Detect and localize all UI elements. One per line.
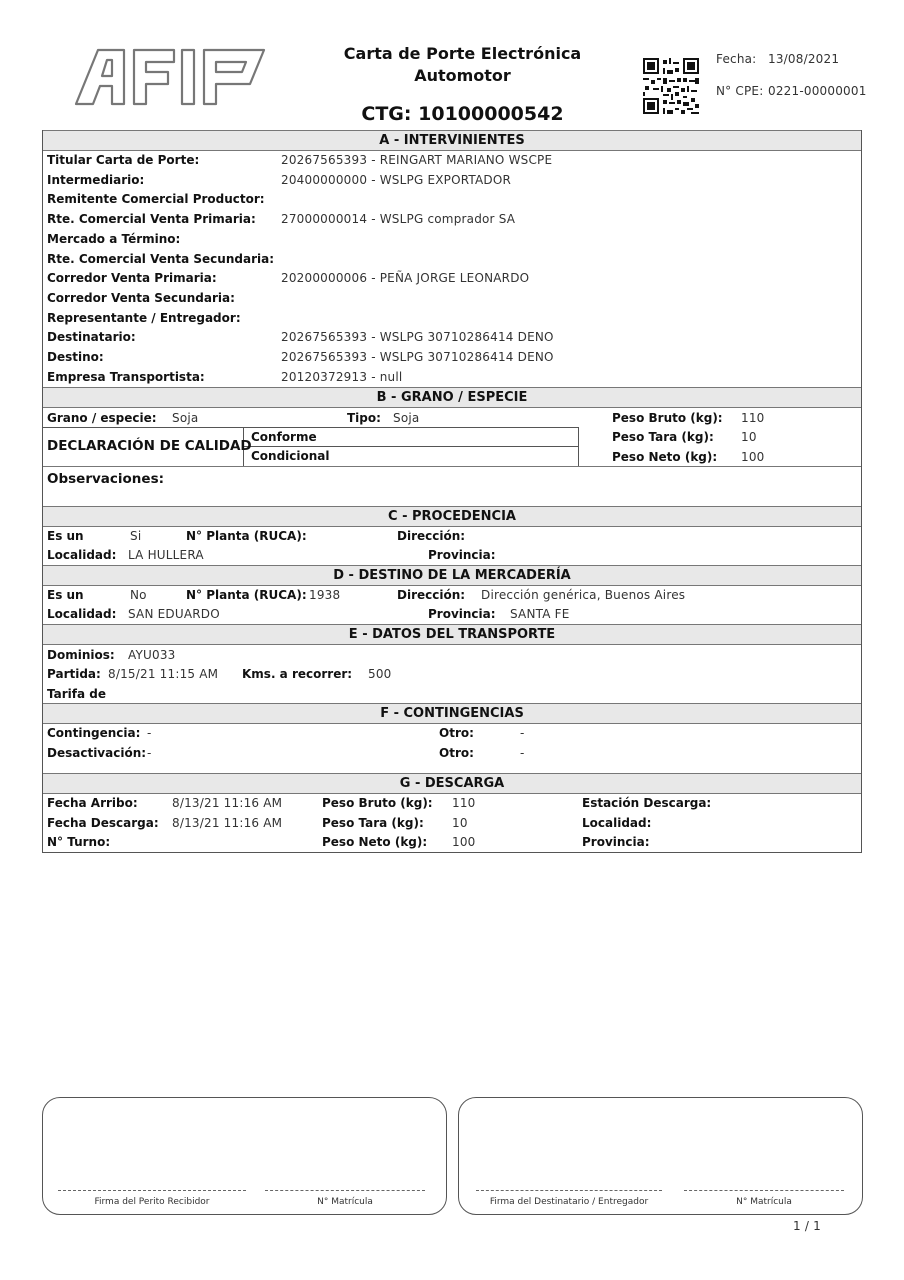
arribo-value: 8/13/21 11:16 AM	[172, 796, 283, 810]
g-provincia-label: Provincia:	[582, 835, 650, 849]
divider	[43, 466, 861, 467]
firma-destinatario-label: Firma del Destinatario / Entregador	[489, 1197, 649, 1207]
page-number: 1 / 1	[793, 1219, 821, 1233]
condicional-label: Condicional	[251, 449, 330, 463]
estacion-label: Estación Descarga:	[582, 796, 712, 810]
afip-logo	[74, 46, 270, 106]
c-direccion-label: Dirección:	[397, 529, 466, 543]
qr-code	[643, 58, 699, 114]
section-g-header: G - DESCARGA	[43, 773, 861, 794]
tarifa-label: Tarifa de	[47, 687, 106, 701]
intervinientes-value: 20267565393 - REINGART MARIANO WSCPE	[281, 153, 553, 167]
intervinientes-label: Rte. Comercial Venta Secundaria:	[47, 252, 274, 266]
c-esun-value: Si	[130, 529, 142, 543]
tipo-label: Tipo:	[347, 411, 381, 425]
c-provincia-label: Provincia:	[428, 548, 496, 562]
peso-tara-value: 10	[741, 430, 757, 444]
g-bruto-value: 110	[452, 796, 476, 810]
d-direccion-label: Dirección:	[397, 588, 466, 602]
g-localidad-label: Localidad:	[582, 816, 652, 830]
peso-tara-label: Peso Tara (kg):	[612, 430, 714, 444]
g-neto-value: 100	[452, 835, 476, 849]
d-esun-label: Es un	[47, 588, 84, 602]
arribo-label: Fecha Arribo:	[47, 796, 138, 810]
dominios-value: AYU033	[128, 648, 176, 662]
signature-line	[476, 1190, 662, 1191]
g-neto-label: Peso Neto (kg):	[322, 835, 428, 849]
observaciones-label: Observaciones:	[47, 471, 165, 487]
firma-perito-label: Firma del Perito Recibidor	[94, 1197, 210, 1207]
document-subtitle: Automotor	[414, 66, 511, 85]
contingencia-label: Contingencia:	[47, 726, 141, 740]
g-bruto-label: Peso Bruto (kg):	[322, 796, 433, 810]
calidad-label: DECLARACIÓN DE CALIDAD	[47, 438, 252, 454]
matricula-label: N° Matrícula	[317, 1197, 373, 1207]
document-title: Carta de Porte Electrónica	[343, 44, 582, 63]
intervinientes-label: Intermediario:	[47, 173, 145, 187]
c-esun-label: Es un	[47, 529, 84, 543]
section-c-header: C - PROCEDENCIA	[43, 506, 861, 527]
d-provincia-value: SANTA FE	[510, 607, 570, 621]
intervinientes-label: Remitente Comercial Productor:	[47, 192, 265, 206]
partida-label: Partida:	[47, 667, 101, 681]
descarga-value: 8/13/21 11:16 AM	[172, 816, 283, 830]
signature-line	[265, 1190, 425, 1191]
desactivacion-label: Desactivación:	[47, 746, 147, 760]
intervinientes-label: Mercado a Término:	[47, 232, 181, 246]
intervinientes-label: Destinatario:	[47, 330, 136, 344]
intervinientes-label: Corredor Venta Primaria:	[47, 271, 217, 285]
intervinientes-label: Representante / Entregador:	[47, 311, 241, 325]
kms-label: Kms. a recorrer:	[242, 667, 353, 681]
peso-bruto-value: 110	[741, 411, 765, 425]
d-planta-value: 1938	[309, 588, 341, 602]
d-planta-label: N° Planta (RUCA):	[186, 588, 307, 602]
grano-label: Grano / especie:	[47, 411, 157, 425]
g-tara-value: 10	[452, 816, 468, 830]
intervinientes-value: 27000000014 - WSLPG comprador SA	[281, 212, 516, 226]
conforme-label: Conforme	[251, 430, 317, 444]
fecha-label: Fecha:	[716, 52, 757, 66]
g-tara-label: Peso Tara (kg):	[322, 816, 424, 830]
otro2-value: -	[520, 746, 525, 760]
section-d-header: D - DESTINO DE LA MERCADERÍA	[43, 565, 861, 586]
d-localidad-value: SAN EDUARDO	[128, 607, 220, 621]
contingencia-value: -	[147, 726, 152, 740]
intervinientes-value: 20400000000 - WSLPG EXPORTADOR	[281, 173, 512, 187]
desactivacion-value: -	[147, 746, 152, 760]
fecha-value: 13/08/2021	[768, 52, 840, 66]
c-localidad-label: Localidad:	[47, 548, 117, 562]
turno-label: N° Turno:	[47, 835, 111, 849]
section-b-header: B - GRANO / ESPECIE	[43, 387, 861, 408]
section-e-header: E - DATOS DEL TRANSPORTE	[43, 624, 861, 645]
cpe-label: N° CPE:	[716, 84, 764, 98]
cpe-value: 0221-00000001	[768, 84, 867, 98]
intervinientes-label: Destino:	[47, 350, 104, 364]
partida-value: 8/15/21 11:15 AM	[108, 667, 219, 681]
descarga-label: Fecha Descarga:	[47, 816, 159, 830]
signature-line	[58, 1190, 246, 1191]
calidad-row-divider	[243, 446, 578, 447]
matricula-label: N° Matrícula	[736, 1197, 792, 1207]
peso-bruto-label: Peso Bruto (kg):	[612, 411, 723, 425]
intervinientes-label: Titular Carta de Porte:	[47, 153, 200, 167]
intervinientes-value: 20120372913 - null	[281, 370, 403, 384]
c-planta-label: N° Planta (RUCA):	[186, 529, 307, 543]
intervinientes-value: 20267565393 - WSLPG 30710286414 DENO	[281, 350, 554, 364]
d-localidad-label: Localidad:	[47, 607, 117, 621]
intervinientes-value: 20200000006 - PEÑA JORGE LEONARDO	[281, 271, 530, 285]
peso-neto-value: 100	[741, 450, 765, 464]
intervinientes-label: Rte. Comercial Venta Primaria:	[47, 212, 256, 226]
section-a-header: A - INTERVINIENTES	[43, 130, 861, 151]
intervinientes-label: Corredor Venta Secundaria:	[47, 291, 235, 305]
d-provincia-label: Provincia:	[428, 607, 496, 621]
c-localidad-value: LA HULLERA	[128, 548, 204, 562]
peso-neto-label: Peso Neto (kg):	[612, 450, 718, 464]
ctg-number: CTG: 10100000542	[361, 103, 564, 125]
dominios-label: Dominios:	[47, 648, 115, 662]
intervinientes-value: 20267565393 - WSLPG 30710286414 DENO	[281, 330, 554, 344]
intervinientes-label: Empresa Transportista:	[47, 370, 205, 384]
otro2-label: Otro:	[439, 746, 474, 760]
d-direccion-value: Dirección genérica, Buenos Aires	[481, 588, 686, 602]
tipo-value: Soja	[393, 411, 420, 425]
otro1-label: Otro:	[439, 726, 474, 740]
d-esun-value: No	[130, 588, 147, 602]
signature-line	[684, 1190, 844, 1191]
section-f-header: F - CONTINGENCIAS	[43, 703, 861, 724]
kms-value: 500	[368, 667, 392, 681]
otro1-value: -	[520, 726, 525, 740]
grano-value: Soja	[172, 411, 199, 425]
